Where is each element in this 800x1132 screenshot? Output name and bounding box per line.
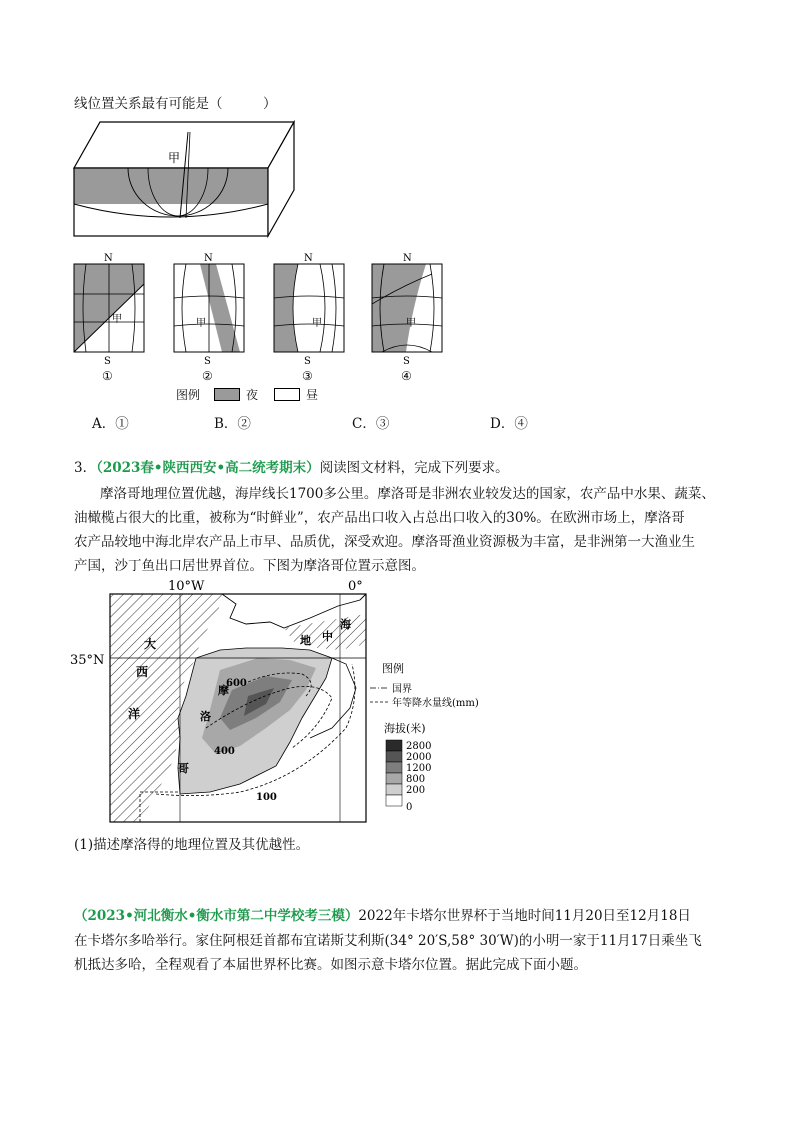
lat-35n-label: 35°N	[70, 653, 105, 668]
q3-line-4: 产国，沙丁鱼出口居世界首位。下图为摩洛哥位置示意图。	[74, 558, 425, 574]
q3-number: 3．	[74, 460, 97, 476]
q3-subquestion-1: (1)描述摩洛得的地理位置及其优越性。	[74, 837, 310, 853]
q3-line-2: 油橄榄占很大的比重，被称为“时鲜业”，农产品出口收入占总出口收入的30%。在欧洲市场上，摩洛哥	[74, 510, 685, 526]
panel-2	[174, 264, 244, 352]
q4-line-2: 在卡塔尔多哈举行。家住阿根廷首都布宜诺斯艾利斯(34° 20′S,58° 30′W)的小明一家于11月17日乘坐飞	[74, 933, 702, 949]
map-legend-border: 国界	[392, 684, 412, 695]
legend-title: 图例	[176, 388, 201, 402]
panel-1-jia: 甲	[112, 314, 122, 325]
option-d[interactable]: D．④	[490, 416, 528, 432]
morocco-map	[70, 578, 510, 828]
panel-1	[74, 264, 144, 352]
panel-legend	[176, 386, 318, 403]
q4-line-1-rest: 2022年卡塔尔世界杯于当地时间11月20日至12月18日	[358, 908, 691, 924]
lon-10w-label: 10°W	[168, 579, 205, 594]
ocean-char-1: 大	[144, 637, 157, 651]
panel-1-n: N	[104, 253, 113, 264]
ocean-char-2: 西	[136, 665, 149, 679]
q3-intro: 阅读图文材料，完成下列要求。	[319, 460, 509, 476]
panel-1-s: S	[104, 356, 111, 367]
panel-4-num: ④	[401, 369, 412, 383]
legend-night-swatch	[214, 388, 240, 401]
panel-4	[372, 264, 442, 352]
elev-200: 200	[406, 785, 426, 796]
elev-1200: 1200	[406, 763, 432, 774]
sea-char-1: 地	[300, 634, 311, 647]
day-night-panels	[70, 250, 460, 390]
map-legend-title: 图例	[382, 662, 404, 675]
q3-source: （2023春•陕西西安•高二统考期末）	[96, 460, 320, 476]
panel-2-s: S	[204, 356, 211, 367]
question-stem: 线位置关系最有可能是（ ）	[74, 96, 277, 112]
elev-0: 0	[406, 802, 413, 813]
elev-2800: 2800	[406, 741, 432, 752]
elev-2000: 2000	[406, 752, 432, 763]
legend-day-label: 昼	[306, 388, 319, 402]
q3-line-1: 摩洛哥地理位置优越，海岸线长1700多公里。摩洛哥是非洲农业较发达的国家，农产品中水果、蔬菜、	[100, 486, 715, 502]
lon-0-label: 0°	[348, 579, 363, 594]
globe-block-diagram	[70, 118, 310, 248]
isohyet-400: 400	[214, 746, 235, 757]
panel-4-n: N	[403, 253, 412, 264]
sea-char-2: 中	[322, 630, 333, 643]
option-c[interactable]: C．③	[352, 416, 390, 432]
country-char-1: 摩	[218, 684, 229, 697]
q4-line-1	[74, 906, 691, 926]
legend-day-swatch	[274, 388, 300, 401]
panel-2-n: N	[204, 253, 213, 264]
panel-3	[274, 264, 344, 352]
panel-2-num: ②	[202, 369, 213, 383]
q4-line-3: 机抵达多哈，全程观看了本届世界杯比赛。如图示意卡塔尔位置。据此完成下面小题。	[74, 957, 587, 973]
q3-line-3: 农产品较地中海北岸农产品上市早、品质优，深受欢迎。摩洛哥渔业资源极为丰富，是非洲第一大渔业生	[74, 534, 695, 550]
map-legend-rain: 年等降水量线(mm)	[392, 698, 479, 709]
panel-3-num: ③	[302, 369, 313, 383]
panel-1-num: ①	[102, 369, 113, 383]
panel-4-s: S	[403, 356, 410, 367]
panel-4-jia: 甲	[406, 318, 416, 329]
isohyet-600: 600	[226, 678, 247, 689]
option-b[interactable]: B．②	[214, 416, 251, 432]
block-label-jia: 甲	[168, 151, 181, 165]
legend-night-label: 夜	[246, 388, 259, 402]
panel-2-jia: 甲	[196, 318, 206, 329]
q3-header	[74, 458, 509, 478]
panel-3-s: S	[304, 356, 311, 367]
country-char-2: 洛	[200, 710, 211, 723]
isohyet-100: 100	[256, 792, 277, 803]
q4-source: （2023•河北衡水•衡水市第二中学校考三模）	[74, 908, 359, 924]
ocean-char-3: 洋	[128, 707, 141, 721]
option-a[interactable]: A．①	[92, 416, 129, 432]
country-char-3: 哥	[178, 762, 189, 775]
panel-3-jia: 甲	[312, 318, 322, 329]
elev-800: 800	[406, 774, 426, 785]
sea-char-3: 海	[340, 618, 351, 631]
map-elev-title: 海拔(米)	[384, 722, 426, 735]
panel-3-n: N	[304, 253, 313, 264]
